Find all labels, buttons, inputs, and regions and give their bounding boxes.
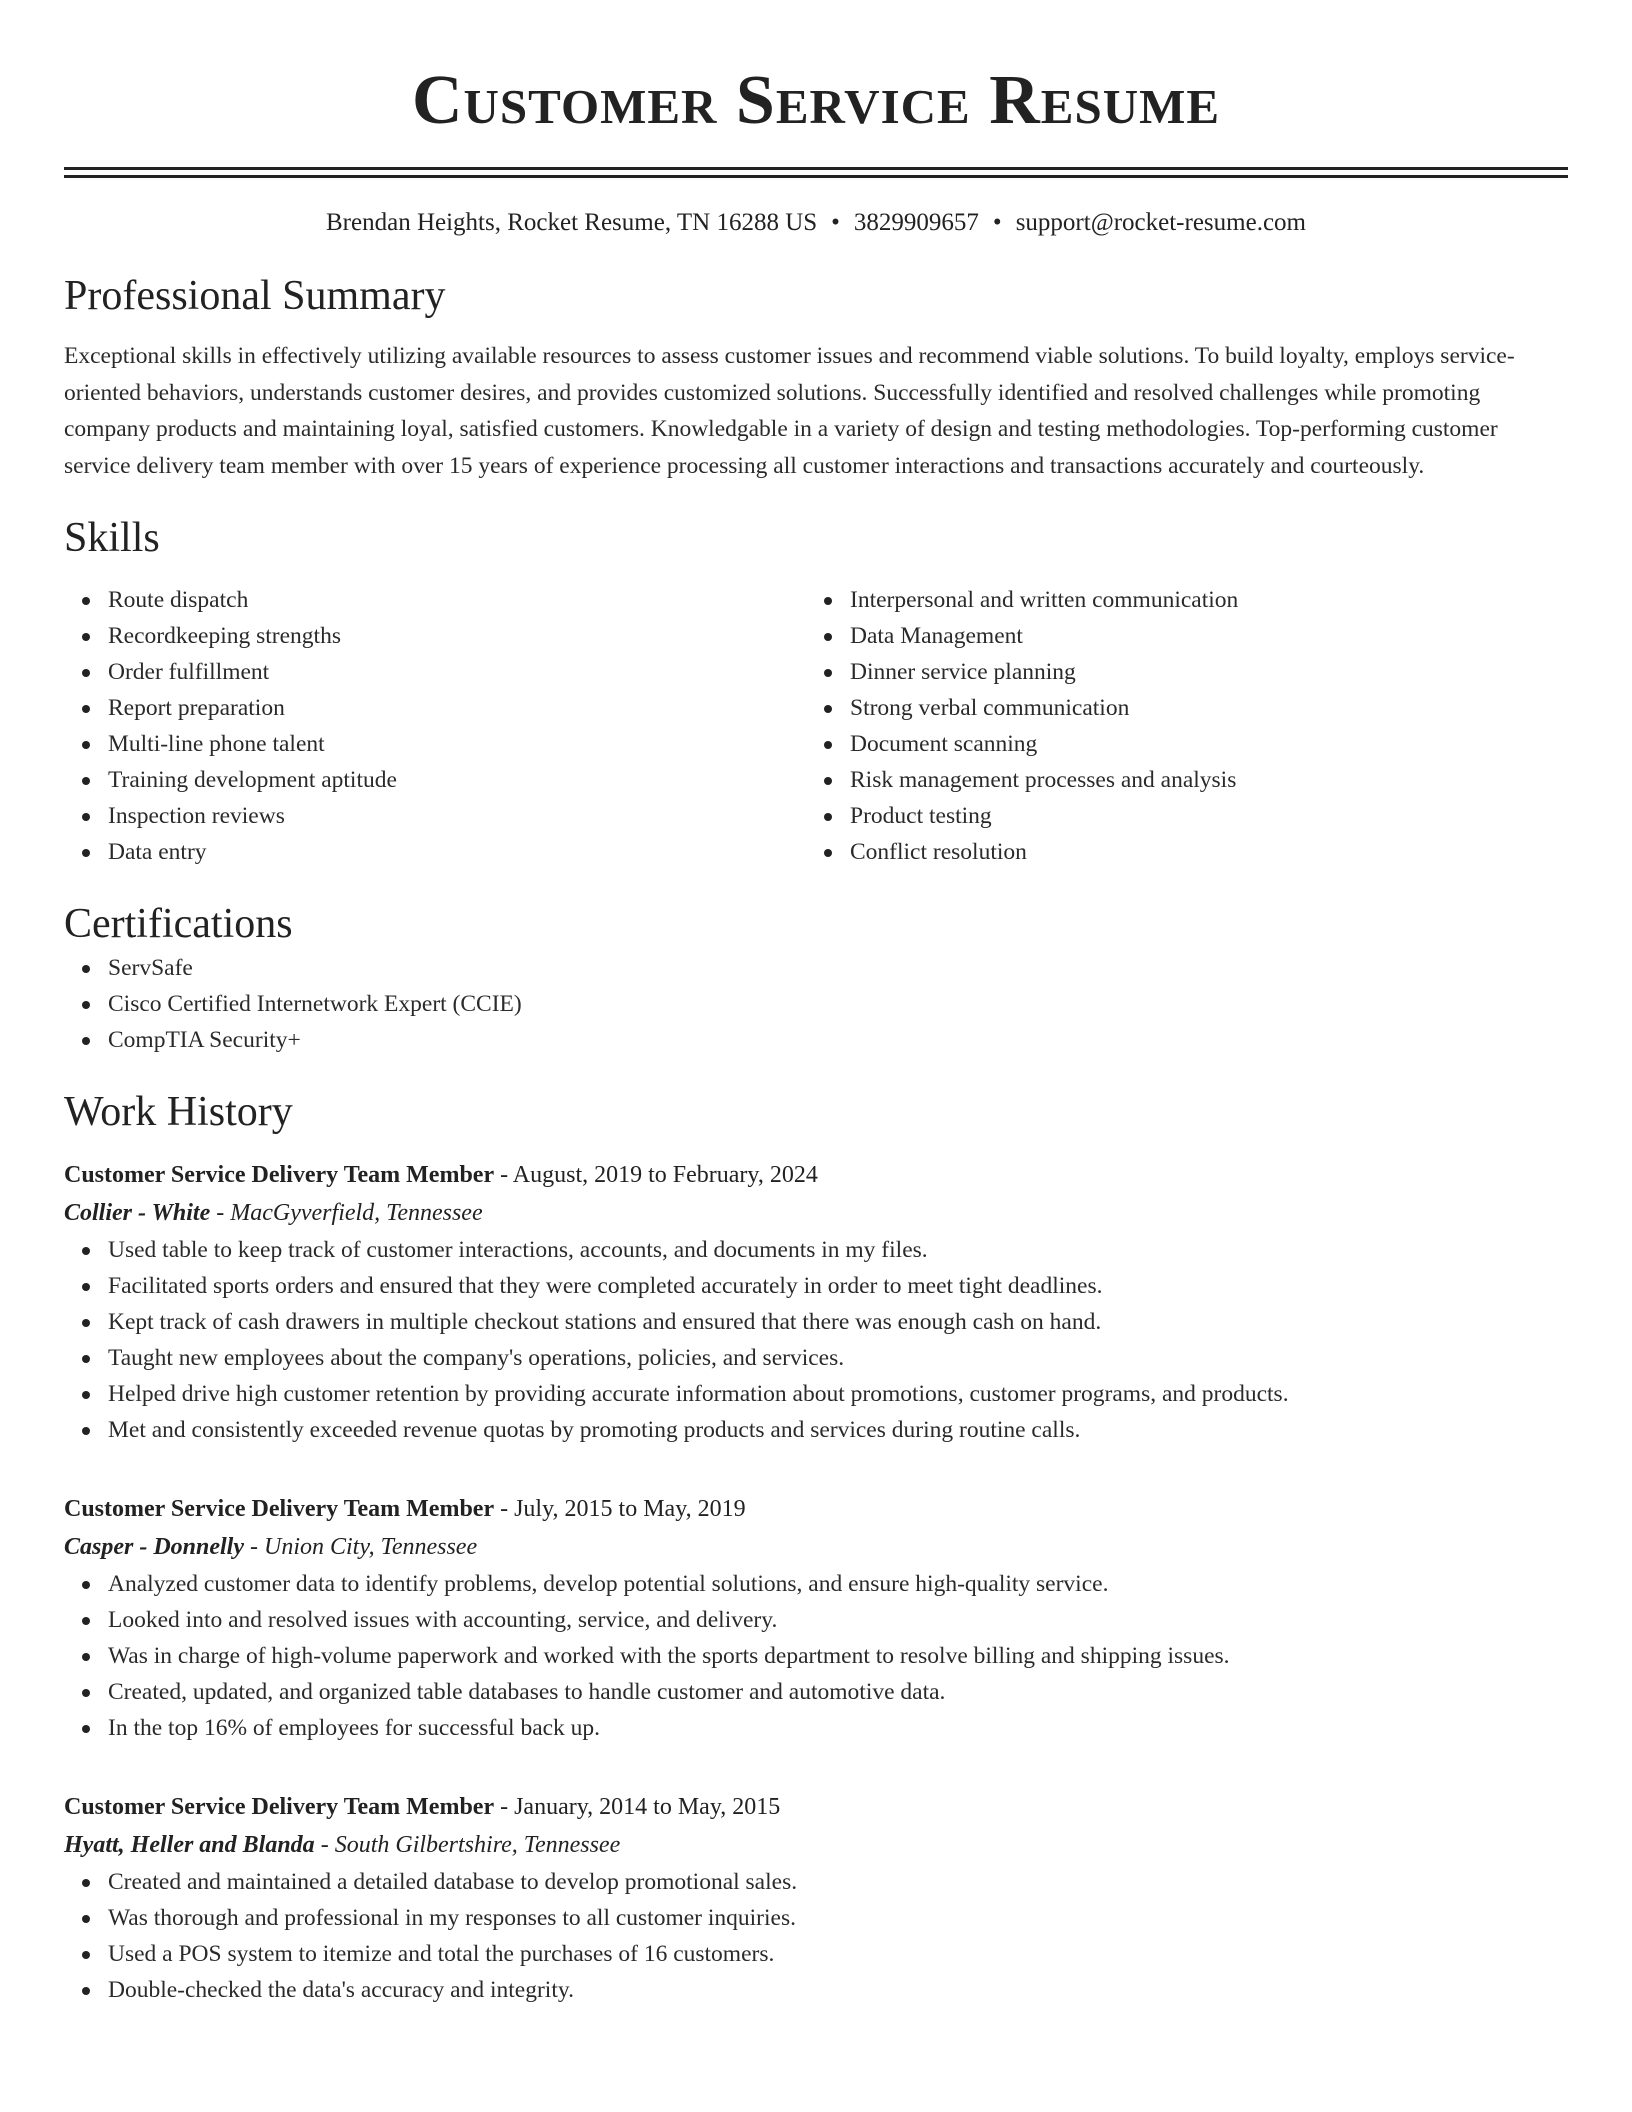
job-bullet-text: Looked into and resolved issues with accounting, service, and delivery.: [108, 1607, 778, 1633]
job-dash: -: [314, 1832, 335, 1858]
job-dash: -: [244, 1534, 264, 1560]
job-location: Union City, Tennessee: [264, 1534, 478, 1560]
bullet-icon: [82, 1001, 90, 1009]
title-double-rule: [64, 167, 1568, 178]
job-dash: -: [494, 1794, 515, 1820]
summary-text: Exceptional skills in effectively utilizing available resources to assess customer issues and recommend viable solutions. To build loyalty, employs service-oriented behaviors, understands customer desires, and provides customized solutions. Successfully identified and resolved challenges while promoting company products and maintaining loyal, satisfied customers. Knowledgable in a variety of design and testing methodologies. Top-performing customer service delivery team member with over 15 years of experience processing all customer interactions and transactions accurately and courteously.: [64, 343, 1515, 479]
skill-item-text: Multi-line phone talent: [108, 731, 325, 757]
job-bullet: [64, 1638, 1568, 1674]
job-bullet-text: Used table to keep track of customer interactions, accounts, and documents in my files.: [108, 1237, 928, 1263]
skill-item: [806, 582, 1548, 618]
bullet-icon: [824, 633, 832, 641]
job-bullet: [64, 1232, 1568, 1268]
bullet-icon: [82, 1283, 90, 1291]
bullet-icon: [82, 705, 90, 713]
bullet-icon: [82, 669, 90, 677]
job-bullet-text: Was in charge of high-volume paperwork and worked with the sports department to resolve billing and shipping issues.: [108, 1643, 1230, 1669]
bullet-icon: [82, 1247, 90, 1255]
skill-item: [64, 834, 806, 870]
skills-list-right: [806, 582, 1548, 870]
job-company: Casper - Donnelly: [64, 1534, 244, 1560]
job-bullet-list: [64, 1566, 1568, 1746]
certifications-list: [64, 950, 1568, 1058]
job-bullet: [64, 1710, 1568, 1746]
skill-item: [64, 690, 806, 726]
job-dates: July, 2015 to May, 2019: [514, 1496, 746, 1522]
bullet-icon: [824, 705, 832, 713]
job-bullet: [64, 1340, 1568, 1376]
job-bullet-text: Kept track of cash drawers in multiple checkout stations and ensured that there was enough cash on hand.: [108, 1309, 1102, 1335]
bullet-icon: [82, 1617, 90, 1625]
job-company-line: [64, 1826, 1568, 1864]
job-bullet: [64, 1566, 1568, 1602]
skill-item: [806, 798, 1548, 834]
bullet-icon: [82, 597, 90, 605]
resume-page: [64, 0, 1568, 2008]
certification-item: [64, 950, 1568, 986]
bullet-icon: [82, 1951, 90, 1959]
job-bullet-text: Used a POS system to itemize and total the purchases of 16 customers.: [108, 1941, 775, 1967]
skill-item: [806, 690, 1548, 726]
bullet-icon: [82, 1037, 90, 1045]
job-bullet-text: Met and consistently exceeded revenue quotas by promoting products and services during routine calls.: [108, 1417, 1081, 1443]
skill-item-text: Training development aptitude: [108, 767, 397, 793]
job-bullet-text: Facilitated sports orders and ensured that they were completed accurately in order to meet tight deadlines.: [108, 1273, 1103, 1299]
resume-title: Customer Service Resume: [411, 62, 1221, 139]
skill-item-text: Document scanning: [850, 731, 1038, 757]
work-history-heading: Work History: [64, 1089, 293, 1135]
bullet-icon: [824, 597, 832, 605]
bullet-icon: [82, 633, 90, 641]
bullet-icon: [82, 813, 90, 821]
skill-item-text: Route dispatch: [108, 587, 249, 613]
skill-item-text: Order fulfillment: [108, 659, 270, 685]
job-bullet: [64, 1376, 1568, 1412]
skill-item: [64, 762, 806, 798]
contact-separator: •: [831, 209, 840, 236]
job-dash: -: [494, 1496, 515, 1522]
certification-item-text: Cisco Certified Internetwork Expert (CCIE): [108, 991, 522, 1017]
job-bullet-list: [64, 1864, 1568, 2008]
skill-item: [64, 582, 806, 618]
job-dash: -: [494, 1162, 513, 1188]
certifications-heading: Certifications: [64, 901, 293, 947]
contact-separator: •: [992, 209, 1002, 236]
job-entry: [64, 1788, 1568, 2008]
summary-heading: Professional Summary: [64, 273, 446, 319]
skill-item-text: Data entry: [108, 839, 207, 865]
job-bullet: [64, 1674, 1568, 1710]
bullet-icon: [82, 1725, 90, 1733]
skill-item-text: Dinner service planning: [850, 659, 1076, 685]
bullet-icon: [824, 813, 832, 821]
bullet-icon: [82, 777, 90, 785]
skill-item-text: Inspection reviews: [108, 803, 285, 829]
bullet-icon: [82, 1689, 90, 1697]
job-bullet-text: In the top 16% of employees for successful back up.: [108, 1715, 601, 1741]
job-company-line: [64, 1194, 1568, 1232]
job-location: South Gilbertshire, Tennessee: [334, 1832, 621, 1858]
job-title-line: [64, 1156, 1568, 1194]
skills-grid: [64, 582, 1568, 870]
bullet-icon: [82, 1391, 90, 1399]
bullet-icon: [82, 849, 90, 857]
skill-item: [64, 618, 806, 654]
job-bullet: [64, 1972, 1568, 2008]
bullet-icon: [82, 1319, 90, 1327]
job-bullet-text: Created and maintained a detailed database to develop promotional sales.: [108, 1869, 798, 1895]
job-dash: -: [210, 1200, 231, 1226]
skills-column-left: [64, 582, 806, 870]
job-bullet: [64, 1864, 1568, 1900]
job-role: Customer Service Delivery Team Member: [64, 1162, 495, 1188]
contact-email: support@rocket-resume.com: [1015, 209, 1306, 236]
job-bullet-text: Taught new employees about the company's operations, policies, and services.: [108, 1345, 845, 1371]
skill-item: [806, 834, 1548, 870]
bullet-icon: [824, 669, 832, 677]
job-role: Customer Service Delivery Team Member: [64, 1794, 495, 1820]
job-bullet-text: Was thorough and professional in my responses to all customer inquiries.: [108, 1905, 796, 1931]
skills-heading: Skills: [64, 515, 160, 561]
bullet-icon: [824, 741, 832, 749]
bullet-icon: [82, 741, 90, 749]
certification-item-text: ServSafe: [108, 955, 193, 981]
job-bullet-text: Analyzed customer data to identify problems, develop potential solutions, and ensure high-quality service.: [108, 1571, 1109, 1597]
job-bullet: [64, 1900, 1568, 1936]
skill-item-text: Product testing: [850, 803, 992, 829]
job-dates: January, 2014 to May, 2015: [514, 1794, 781, 1820]
skill-item: [806, 618, 1548, 654]
bullet-icon: [82, 965, 90, 973]
job-bullet-text: Helped drive high customer retention by providing accurate information about promotions, customer programs, and products.: [108, 1381, 1289, 1407]
job-bullet: [64, 1304, 1568, 1340]
job-company: Collier - White: [64, 1200, 211, 1226]
job-bullet: [64, 1412, 1568, 1448]
job-entry: [64, 1490, 1568, 1746]
job-bullet-text: Created, updated, and organized table databases to handle customer and automotive data.: [108, 1679, 946, 1705]
job-role: Customer Service Delivery Team Member: [64, 1496, 495, 1522]
contact-line: [64, 206, 1568, 240]
skill-item-text: Risk management processes and analysis: [850, 767, 1237, 793]
skill-item: [64, 726, 806, 762]
skill-item-text: Conflict resolution: [850, 839, 1027, 865]
contact-phone: 3829909657: [853, 209, 979, 236]
job-bullet-list: [64, 1232, 1568, 1448]
skill-item-text: Recordkeeping strengths: [108, 623, 341, 649]
bullet-icon: [82, 1427, 90, 1435]
job-dates: August, 2019 to February, 2024: [512, 1162, 818, 1188]
certification-item-text: CompTIA Security+: [108, 1027, 301, 1053]
contact-address: Brendan Heights, Rocket Resume, TN 16288 US: [326, 209, 818, 236]
skill-item-text: Strong verbal communication: [850, 695, 1130, 721]
job-company-line: [64, 1528, 1568, 1566]
skill-item-text: Report preparation: [108, 695, 285, 721]
skill-item: [64, 654, 806, 690]
job-title-line: [64, 1490, 1568, 1528]
certification-item: [64, 986, 1568, 1022]
skill-item: [806, 726, 1548, 762]
job-title-line: [64, 1788, 1568, 1826]
bullet-icon: [82, 1355, 90, 1363]
job-bullet: [64, 1936, 1568, 1972]
bullet-icon: [82, 1653, 90, 1661]
bullet-icon: [824, 777, 832, 785]
bullet-icon: [82, 1879, 90, 1887]
skill-item: [806, 762, 1548, 798]
bullet-icon: [82, 1581, 90, 1589]
skills-list-left: [64, 582, 806, 870]
bullet-icon: [82, 1915, 90, 1923]
skill-item: [806, 654, 1548, 690]
skills-column-right: [806, 582, 1548, 870]
job-company: Hyatt, Heller and Blanda: [64, 1832, 315, 1858]
job-bullet: [64, 1602, 1568, 1638]
skill-item-text: Data Management: [850, 623, 1023, 649]
job-entry: [64, 1156, 1568, 1448]
skill-item: [64, 798, 806, 834]
job-location: MacGyverfield, Tennessee: [230, 1200, 483, 1226]
bullet-icon: [82, 1987, 90, 1995]
bullet-icon: [824, 849, 832, 857]
job-bullet-text: Double-checked the data's accuracy and integrity.: [108, 1977, 574, 2003]
skill-item-text: Interpersonal and written communication: [850, 587, 1239, 613]
certification-item: [64, 1022, 1568, 1058]
job-bullet: [64, 1268, 1568, 1304]
work-history-list: [64, 1156, 1568, 2008]
